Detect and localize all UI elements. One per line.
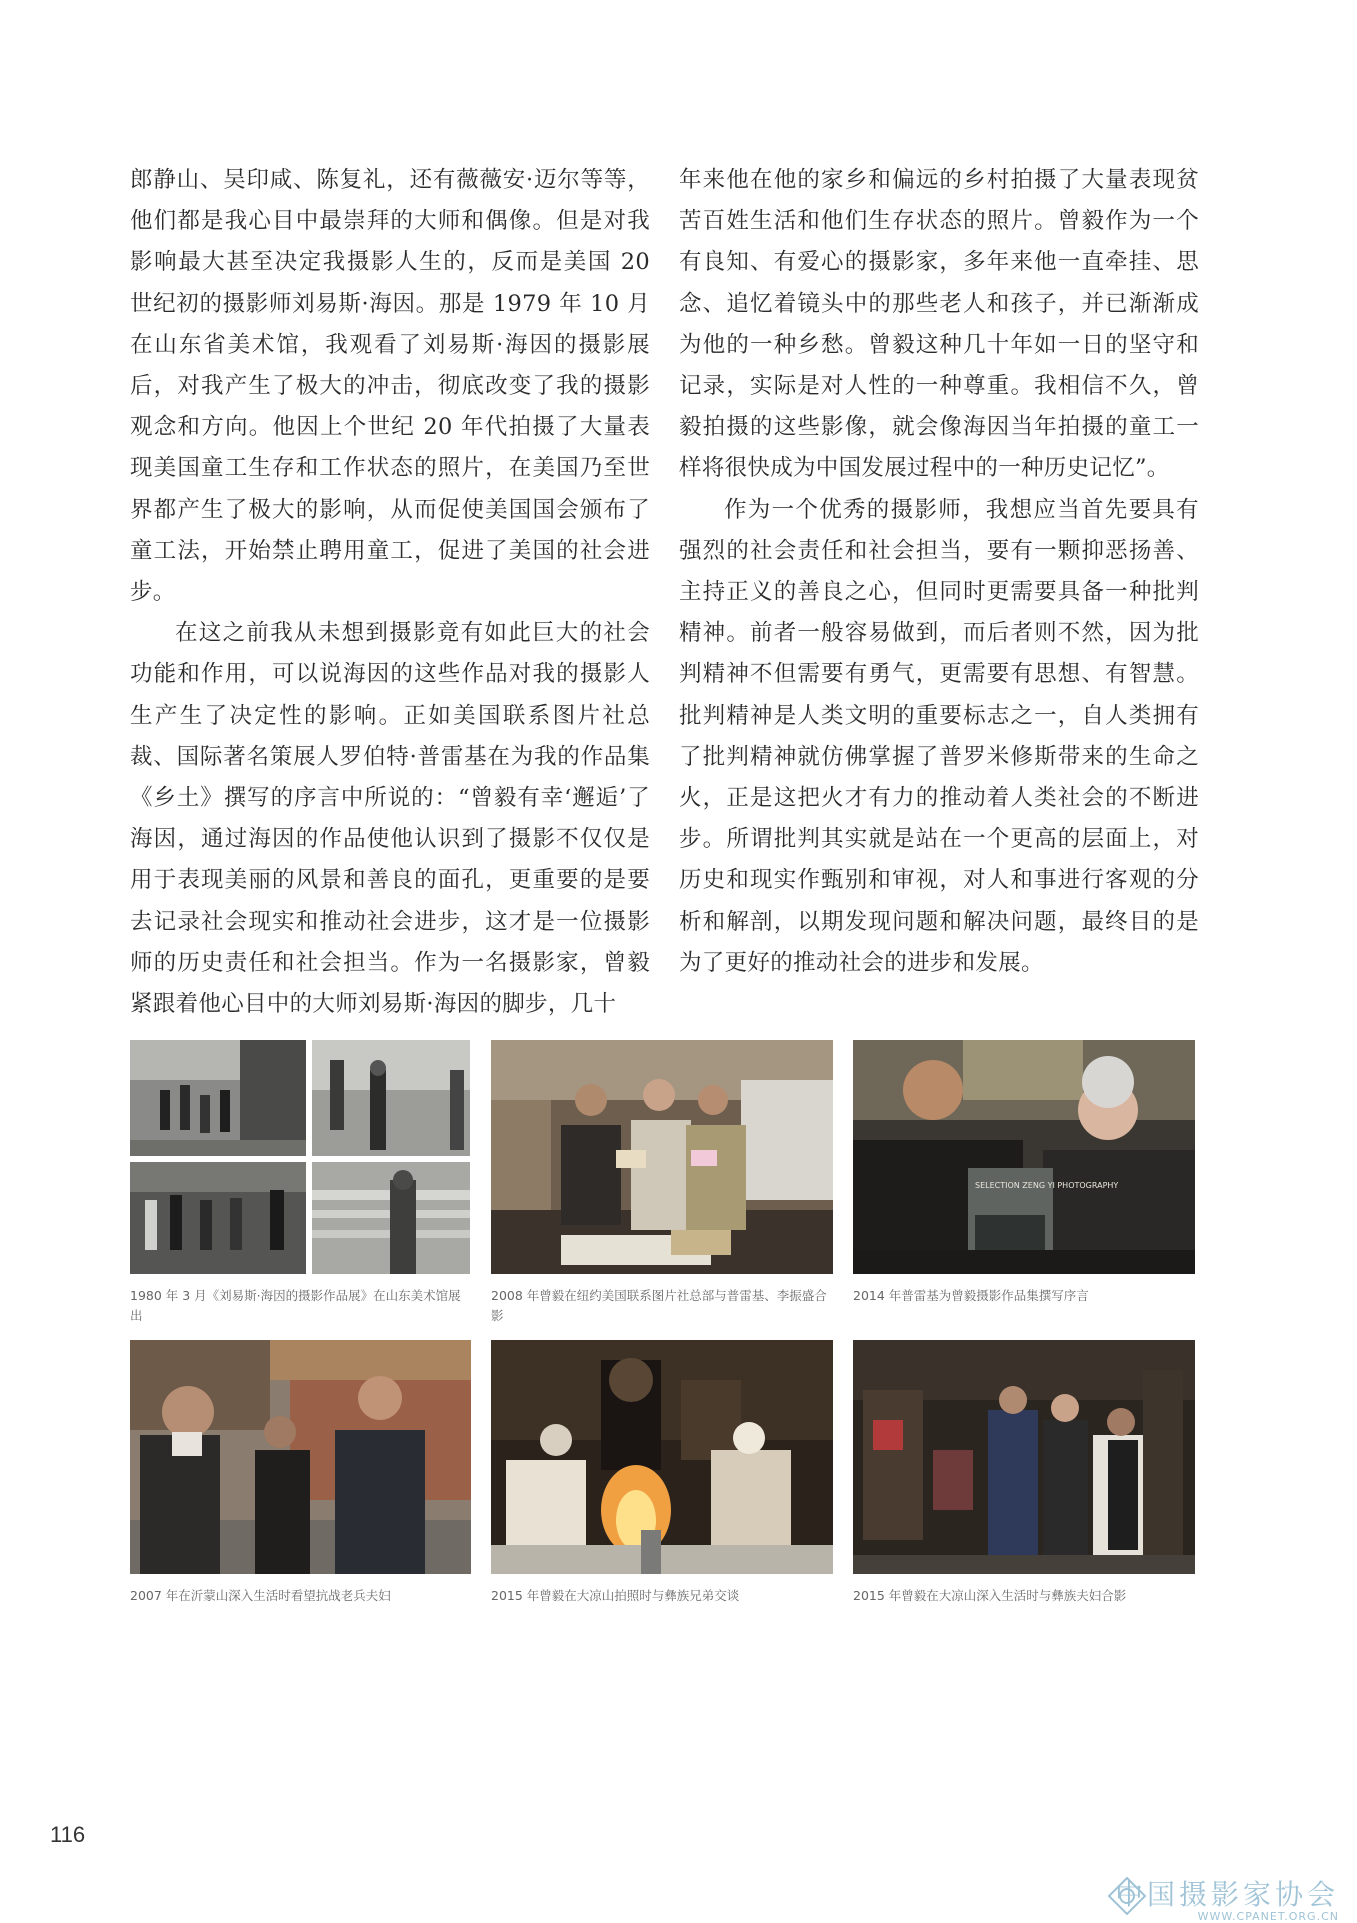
photo-hine-exhibition-grid	[130, 1040, 470, 1274]
paragraph: 在这之前我从未想到摄影竟有如此巨大的社会功能和作用，可以说海因的这些作品对我的摄影人生产生了决定性的影响。正如美国联系图片社总裁、国际著名策展人罗伯特·普雷基在为我的作品集《乡土》撰写的序言中所说的：“曾毅有幸‘邂逅’了海因，通过海因的作品使他认识到了摄影不仅仅是用于表现美丽的风景和善良的面孔，更重要的是要去记录社会现实和推动社会进步，这才是一位摄影师的历史责任和社会担当。作为一名摄影家，曾毅紧跟着他心目中的大师刘易斯·海因的脚步，几十	[130, 620, 650, 1018]
photo-caption: 2015 年曾毅在大凉山拍照时与彝族兄弟交谈	[491, 1588, 740, 1603]
photo-caption: 1980 年 3 月《刘易斯·海因的摄影作品展》在山东美术馆展出	[130, 1288, 461, 1323]
article-right-column	[679, 160, 1199, 984]
photo-daliangshan-fire	[491, 1340, 833, 1574]
paragraph: 郎静山、吴印咸、陈复礼，还有薇薇安·迈尔等等，他们都是我心目中最崇拜的大师和偶像。但是对我影响最大甚至决定我摄影人生的，反而是美国 20 世纪初的摄影师刘易斯·海因。那是 1979 年 10 月在山东省美术馆，我观看了刘易斯·海因的摄影展后，对我产生了极大的冲击，彻底改变了我的摄影观念和方向。他因上个世纪 20 年代拍摄了大量表现美国童工生存和工作状态的照片，在美国乃至世界都产生了极大的影响，从而促使美国国会颁布了童工法，开始禁止聘用童工，促进了美国的社会进步。	[130, 167, 650, 606]
watermark-name: 中国摄影家协会	[1114, 1878, 1339, 1911]
book-title: SELECTION ZENG YI PHOTOGRAPHY	[975, 1181, 1119, 1190]
watermark	[1115, 1880, 1339, 1923]
watermark-url: WWW.CPANET.ORG.CN	[1197, 1910, 1339, 1923]
photo-nyc-contact-office	[491, 1040, 833, 1274]
page-number: 116	[50, 1822, 86, 1847]
photo-caption: 2007 年在沂蒙山深入生活时看望抗战老兵夫妇	[130, 1588, 391, 1603]
article-left-column	[130, 160, 650, 1025]
photo-caption: 2015 年曾毅在大凉山深入生活时与彝族夫妇合影	[853, 1588, 1127, 1603]
paragraph: 年来他在他的家乡和偏远的乡村拍摄了大量表现贫苦百姓生活和他们生存状态的照片。曾毅作为一个有良知、有爱心的摄影家，多年来他一直牵挂、思念、追忆着镜头中的那些老人和孩子，并已渐渐成为他的一种乡愁。曾毅这种几十年如一日的坚守和记录，实际是对人性的一种尊重。我相信不久，曾毅拍摄的这些影像，就会像海因当年拍摄的童工一样将很快成为中国发展过程中的一种历史记忆”。	[679, 167, 1199, 482]
photo-yimeng-veterans	[130, 1340, 471, 1574]
paragraph: 作为一个优秀的摄影师，我想应当首先要具有强烈的社会责任和社会担当，要有一颗抑恶扬善、主持正义的善良之心，但同时更需要具备一种批判精神。前者一般容易做到，而后者则不然，因为批判精神不但需要有勇气，更需要有思想、有智慧。批判精神是人类文明的重要标志之一，自人类拥有了批判精神就仿佛掌握了普罗米修斯带来的生命之火，正是这把火才有力的推动着人类社会的不断进步。所谓批判其实就是站在一个更高的层面上，对历史和现实作甄别和审视，对人和事进行客观的分析和解剖，以期发现问题和解决问题，最终目的是为了更好的推动社会的进步和发展。	[679, 496, 1199, 976]
photo-caption: 2014 年普雷基为曾毅摄影作品集撰写序言	[853, 1288, 1089, 1303]
photo-caption: 2008 年曾毅在纽约美国联系图片社总部与普雷基、李振盛合影	[491, 1288, 827, 1323]
photo-preface-book	[853, 1040, 1195, 1274]
photo-daliangshan-couple	[853, 1340, 1195, 1574]
